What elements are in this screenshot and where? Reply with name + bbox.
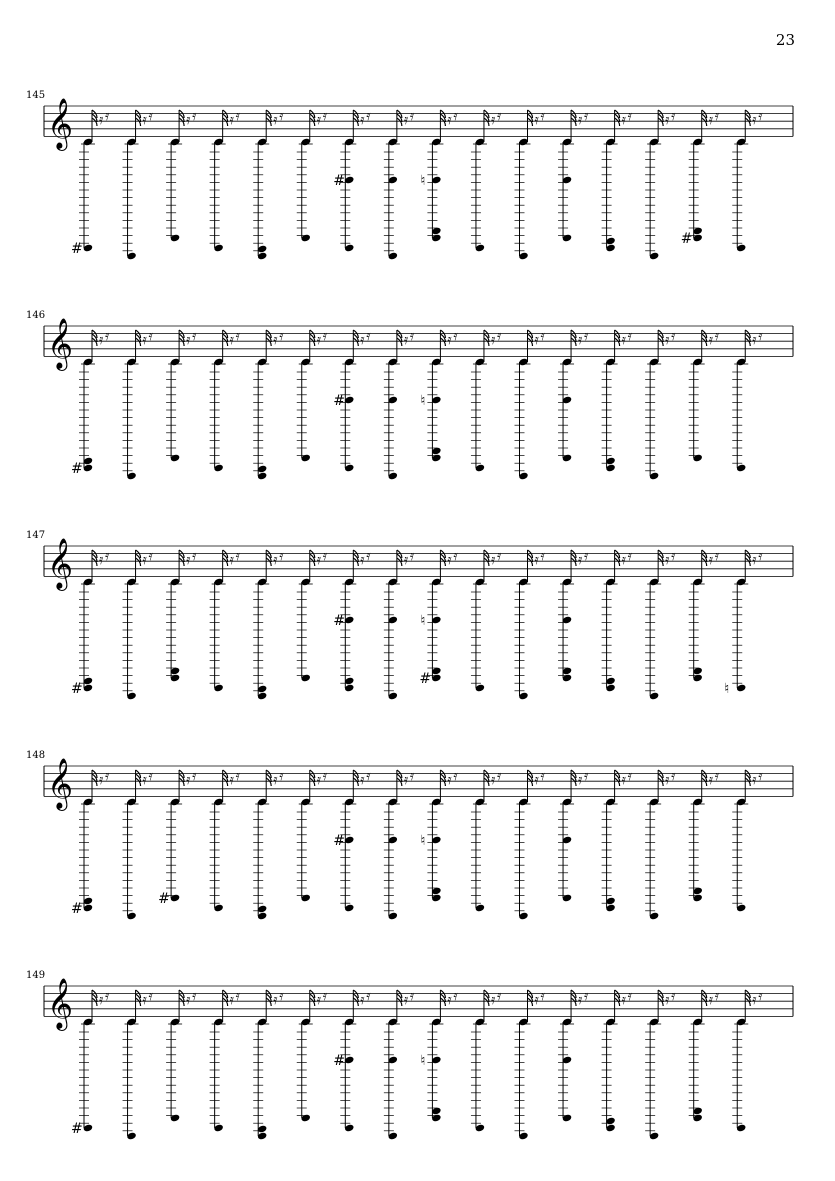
- chord-event: [558, 108, 589, 242]
- rest-icon: 𝄿: [534, 552, 539, 568]
- rest-icon: 𝄿: [409, 988, 415, 1004]
- rest-icon: 𝄿: [708, 552, 713, 568]
- rest-icon: 𝄿: [540, 548, 545, 564]
- rest-icon: 𝄿: [453, 988, 458, 1004]
- rest-icon: 𝄿: [279, 548, 284, 564]
- rest-icon: 𝄿: [671, 328, 676, 344]
- staff-system: [26, 530, 793, 700]
- chord-event: [471, 548, 502, 692]
- rest-icon: 𝄿: [708, 772, 713, 788]
- chord-event: [732, 108, 763, 252]
- rest-icon: 𝄿: [708, 332, 713, 348]
- chord-event: [297, 768, 328, 902]
- rest-icon: 𝄿: [279, 768, 284, 784]
- treble-clef-icon: 𝄞: [47, 318, 74, 369]
- treble-clef-icon: 𝄞: [47, 758, 74, 809]
- rest-icon: 𝄿: [490, 332, 496, 348]
- rest-icon: 𝄿: [714, 768, 719, 784]
- rest-icon: 𝄿: [758, 548, 763, 564]
- rest-icon: 𝄿: [453, 548, 458, 564]
- chord-event: [297, 988, 328, 1122]
- rest-icon: 𝄿: [671, 988, 676, 1004]
- accidental-icon: #: [71, 681, 83, 697]
- chord-event: [71, 548, 110, 697]
- chord-event: [210, 108, 241, 252]
- rest-icon: 𝄿: [316, 112, 322, 128]
- accidental-icon: ♮: [420, 173, 426, 189]
- rest-icon: 𝄿: [403, 992, 409, 1008]
- chord-event: [732, 768, 763, 912]
- rest-icon: 𝄿: [584, 768, 589, 784]
- accidental-icon: #: [419, 671, 432, 687]
- rest-icon: 𝄿: [360, 332, 365, 348]
- rest-icon: 𝄿: [235, 988, 240, 1004]
- measure-number: 147: [26, 530, 46, 541]
- chord-event: [420, 108, 458, 242]
- treble-clef-icon: 𝄞: [47, 978, 74, 1029]
- chord-event: [689, 328, 720, 462]
- rest-icon: 𝄿: [409, 548, 415, 564]
- rest-icon: 𝄿: [496, 328, 502, 344]
- chord-event: [210, 328, 241, 472]
- rest-icon: 𝄿: [105, 108, 110, 124]
- chord-event: [333, 108, 371, 252]
- rest-icon: 𝄿: [708, 112, 713, 128]
- rest-icon: 𝄿: [229, 772, 234, 788]
- rest-icon: 𝄿: [534, 992, 539, 1008]
- rest-icon: 𝄿: [279, 988, 284, 1004]
- chord-event: [732, 988, 763, 1132]
- rest-icon: 𝄿: [534, 112, 539, 128]
- chord-event: [333, 548, 371, 692]
- rest-icon: 𝄿: [229, 332, 234, 348]
- rest-icon: 𝄿: [186, 992, 191, 1008]
- chord-event: [602, 328, 633, 472]
- chord-event: [471, 988, 502, 1132]
- measure-number: 149: [26, 970, 46, 981]
- rest-icon: 𝄿: [627, 988, 632, 1004]
- rest-icon: 𝄿: [273, 112, 278, 128]
- accidental-icon: ♮: [724, 681, 730, 697]
- chord-event: [558, 768, 589, 902]
- chord-event: [515, 108, 546, 260]
- rest-icon: 𝄿: [708, 992, 713, 1008]
- accidental-icon: #: [680, 231, 693, 247]
- rest-icon: 𝄿: [671, 768, 676, 784]
- rest-icon: 𝄿: [621, 552, 626, 568]
- rest-icon: 𝄿: [186, 332, 191, 348]
- rest-icon: 𝄿: [627, 768, 632, 784]
- rest-icon: 𝄿: [142, 992, 147, 1008]
- chord-event: [384, 768, 415, 920]
- rest-icon: 𝄿: [714, 108, 719, 124]
- rest-icon: 𝄿: [403, 552, 409, 568]
- staff-system: [26, 310, 793, 480]
- accidental-icon: ♮: [420, 613, 426, 629]
- rest-icon: 𝄿: [148, 548, 153, 564]
- chord-event: [384, 548, 415, 700]
- rest-icon: 𝄿: [105, 768, 110, 784]
- accidental-icon: #: [71, 901, 83, 917]
- rest-icon: 𝄿: [578, 992, 583, 1008]
- chord-event: [558, 328, 589, 462]
- rest-icon: 𝄿: [235, 328, 240, 344]
- accidental-icon: #: [71, 241, 83, 257]
- rest-icon: 𝄿: [584, 988, 589, 1004]
- rest-icon: 𝄿: [621, 112, 626, 128]
- accidental-icon: #: [158, 891, 170, 907]
- chord-event: [253, 548, 284, 700]
- rest-icon: 𝄿: [621, 992, 626, 1008]
- chord-event: [253, 328, 284, 480]
- chord-event: [689, 768, 720, 902]
- rest-icon: 𝄿: [578, 552, 583, 568]
- accidental-icon: ♮: [420, 393, 426, 409]
- rest-icon: 𝄿: [322, 768, 328, 784]
- rest-icon: 𝄿: [403, 332, 409, 348]
- rest-icon: 𝄿: [316, 552, 322, 568]
- rest-icon: 𝄿: [186, 772, 191, 788]
- rest-icon: 𝄿: [279, 328, 284, 344]
- rest-icon: 𝄿: [403, 112, 409, 128]
- rest-icon: 𝄿: [322, 548, 328, 564]
- rest-icon: 𝄿: [496, 768, 502, 784]
- rest-icon: 𝄿: [273, 552, 278, 568]
- rest-icon: 𝄿: [752, 772, 757, 788]
- accidental-icon: #: [333, 833, 346, 849]
- chord-event: [420, 988, 458, 1122]
- chord-event: [471, 768, 502, 912]
- chord-event: [253, 108, 284, 260]
- rest-icon: 𝄿: [142, 112, 147, 128]
- chord-event: [471, 328, 502, 472]
- rest-icon: 𝄿: [229, 112, 234, 128]
- rest-icon: 𝄿: [490, 112, 496, 128]
- accidental-icon: ♮: [420, 1053, 426, 1069]
- rest-icon: 𝄿: [322, 988, 328, 1004]
- rest-icon: 𝄿: [105, 548, 110, 564]
- rest-icon: 𝄿: [148, 108, 153, 124]
- rest-icon: 𝄿: [366, 768, 371, 784]
- rest-icon: 𝄿: [714, 548, 719, 564]
- rest-icon: 𝄿: [360, 112, 365, 128]
- rest-icon: 𝄿: [540, 328, 545, 344]
- rest-icon: 𝄿: [235, 768, 240, 784]
- rest-icon: 𝄿: [229, 992, 234, 1008]
- rest-icon: 𝄿: [403, 772, 409, 788]
- rest-icon: 𝄿: [665, 112, 670, 128]
- staff-system: [26, 970, 793, 1140]
- chord-event: [71, 328, 110, 477]
- rest-icon: 𝄿: [366, 988, 371, 1004]
- rest-icon: 𝄿: [192, 988, 197, 1004]
- chord-event: [123, 328, 154, 480]
- chord-event: [123, 988, 154, 1140]
- rest-icon: 𝄿: [366, 328, 371, 344]
- rest-icon: 𝄿: [665, 552, 670, 568]
- chord-event: [558, 548, 589, 682]
- rest-icon: 𝄿: [540, 988, 545, 1004]
- rest-icon: 𝄿: [186, 112, 191, 128]
- rest-icon: 𝄿: [360, 772, 365, 788]
- rest-icon: 𝄿: [235, 548, 240, 564]
- chord-event: [71, 108, 110, 257]
- rest-icon: 𝄿: [447, 552, 452, 568]
- chord-event: [420, 328, 458, 462]
- rest-icon: 𝄿: [540, 768, 545, 784]
- chord-event: [471, 108, 502, 252]
- rest-icon: 𝄿: [665, 772, 670, 788]
- rest-icon: 𝄿: [496, 108, 502, 124]
- rest-icon: 𝄿: [540, 108, 545, 124]
- rest-icon: 𝄿: [186, 552, 191, 568]
- chord-event: [210, 768, 241, 912]
- chord-event: [515, 988, 546, 1140]
- rest-icon: 𝄿: [578, 112, 583, 128]
- rest-icon: 𝄿: [665, 992, 670, 1008]
- rest-icon: 𝄿: [447, 332, 452, 348]
- rest-icon: 𝄿: [99, 112, 104, 128]
- chord-event: [210, 988, 241, 1132]
- chord-event: [166, 328, 197, 462]
- chord-event: [724, 548, 763, 697]
- rest-icon: 𝄿: [192, 328, 197, 344]
- chord-event: [297, 328, 328, 462]
- chord-event: [123, 108, 154, 260]
- rest-icon: 𝄿: [671, 108, 676, 124]
- rest-icon: 𝄿: [584, 328, 589, 344]
- treble-clef-icon: 𝄞: [47, 538, 74, 589]
- rest-icon: 𝄿: [627, 548, 632, 564]
- rest-icon: 𝄿: [584, 548, 589, 564]
- rest-icon: 𝄿: [192, 108, 197, 124]
- chord-event: [71, 768, 110, 917]
- chord-event: [123, 768, 154, 920]
- rest-icon: 𝄿: [279, 108, 284, 124]
- chord-event: [384, 108, 415, 260]
- chord-event: [297, 548, 328, 682]
- treble-clef-icon: 𝄞: [47, 98, 74, 149]
- accidental-icon: #: [71, 461, 83, 477]
- rest-icon: 𝄿: [142, 332, 147, 348]
- rest-icon: 𝄿: [148, 768, 153, 784]
- rest-icon: 𝄿: [322, 328, 328, 344]
- accidental-icon: #: [71, 1121, 83, 1137]
- chord-event: [689, 548, 720, 682]
- chord-event: [602, 768, 633, 912]
- rest-icon: 𝄿: [273, 332, 278, 348]
- rest-icon: 𝄿: [758, 328, 763, 344]
- chord-event: [333, 768, 371, 912]
- rest-icon: 𝄿: [316, 772, 322, 788]
- rest-icon: 𝄿: [316, 992, 322, 1008]
- chord-event: [166, 108, 197, 242]
- chord-event: [732, 328, 763, 472]
- chord-event: [384, 328, 415, 480]
- rest-icon: 𝄿: [578, 332, 583, 348]
- rest-icon: 𝄿: [409, 768, 415, 784]
- rest-icon: 𝄿: [447, 992, 452, 1008]
- rest-icon: 𝄿: [142, 772, 147, 788]
- rest-icon: 𝄿: [621, 772, 626, 788]
- accidental-icon: ♮: [420, 833, 426, 849]
- staff-system: [26, 90, 793, 260]
- rest-icon: 𝄿: [322, 108, 328, 124]
- rest-icon: 𝄿: [627, 108, 632, 124]
- rest-icon: 𝄿: [366, 108, 371, 124]
- measure-number: 148: [26, 750, 46, 761]
- rest-icon: 𝄿: [758, 768, 763, 784]
- rest-icon: 𝄿: [409, 328, 415, 344]
- rest-icon: 𝄿: [273, 992, 278, 1008]
- rest-icon: 𝄿: [105, 328, 110, 344]
- rest-icon: 𝄿: [490, 992, 496, 1008]
- rest-icon: 𝄿: [490, 552, 496, 568]
- chord-event: [645, 328, 676, 480]
- rest-icon: 𝄿: [627, 328, 632, 344]
- rest-icon: 𝄿: [142, 552, 147, 568]
- chord-event: [123, 548, 154, 700]
- rest-icon: 𝄿: [534, 772, 539, 788]
- accidental-icon: #: [333, 1053, 346, 1069]
- rest-icon: 𝄿: [366, 548, 371, 564]
- chord-event: [210, 548, 241, 692]
- rest-icon: 𝄿: [752, 992, 757, 1008]
- rest-icon: 𝄿: [752, 112, 757, 128]
- rest-icon: 𝄿: [758, 108, 763, 124]
- rest-icon: 𝄿: [671, 548, 676, 564]
- chord-event: [602, 988, 633, 1132]
- rest-icon: 𝄿: [447, 772, 452, 788]
- rest-icon: 𝄿: [453, 108, 458, 124]
- chord-event: [333, 988, 371, 1132]
- rest-icon: 𝄿: [235, 108, 240, 124]
- rest-icon: 𝄿: [447, 112, 452, 128]
- rest-icon: 𝄿: [360, 552, 365, 568]
- chord-event: [253, 988, 284, 1140]
- chord-event: [333, 328, 371, 472]
- rest-icon: 𝄿: [99, 332, 104, 348]
- rest-icon: 𝄿: [99, 552, 104, 568]
- rest-icon: 𝄿: [534, 332, 539, 348]
- rest-icon: 𝄿: [453, 768, 458, 784]
- chord-event: [166, 988, 197, 1122]
- rest-icon: 𝄿: [752, 332, 757, 348]
- rest-icon: 𝄿: [752, 552, 757, 568]
- chord-event: [689, 988, 720, 1122]
- rest-icon: 𝄿: [496, 988, 502, 1004]
- rest-icon: 𝄿: [578, 772, 583, 788]
- rest-icon: 𝄿: [453, 328, 458, 344]
- chord-event: [558, 988, 589, 1122]
- rest-icon: 𝄿: [758, 988, 763, 1004]
- rest-icon: 𝄿: [496, 548, 502, 564]
- rest-icon: 𝄿: [148, 988, 153, 1004]
- rest-icon: 𝄿: [490, 772, 496, 788]
- chord-event: [515, 548, 546, 700]
- chord-event: [384, 988, 415, 1140]
- page-number: 23: [775, 31, 795, 49]
- measure-number: 145: [26, 90, 46, 101]
- chord-event: [602, 108, 633, 252]
- chord-event: [166, 548, 197, 682]
- rest-icon: 𝄿: [360, 992, 365, 1008]
- rest-icon: 𝄿: [273, 772, 278, 788]
- accidental-icon: #: [333, 173, 346, 189]
- rest-icon: 𝄿: [229, 552, 234, 568]
- chord-event: [645, 768, 676, 920]
- rest-icon: 𝄿: [192, 548, 197, 564]
- rest-icon: 𝄿: [105, 988, 110, 1004]
- chord-event: [645, 108, 676, 260]
- accidental-icon: #: [333, 393, 346, 409]
- rest-icon: 𝄿: [621, 332, 626, 348]
- rest-icon: 𝄿: [316, 332, 322, 348]
- chord-event: [420, 768, 458, 902]
- rest-icon: 𝄿: [584, 108, 589, 124]
- rest-icon: 𝄿: [99, 772, 104, 788]
- rest-icon: 𝄿: [665, 332, 670, 348]
- rest-icon: 𝄿: [192, 768, 197, 784]
- chord-event: [515, 328, 546, 480]
- chord-event: [253, 768, 284, 920]
- chord-event: [645, 548, 676, 700]
- chord-event: [602, 548, 633, 692]
- rest-icon: 𝄿: [99, 992, 104, 1008]
- chord-event: [71, 988, 110, 1137]
- chord-event: [645, 988, 676, 1140]
- chord-event: [515, 768, 546, 920]
- chord-event: [297, 108, 328, 242]
- accidental-icon: #: [333, 613, 346, 629]
- rest-icon: 𝄿: [714, 328, 719, 344]
- measure-number: 146: [26, 310, 46, 321]
- rest-icon: 𝄿: [409, 108, 415, 124]
- rest-icon: 𝄿: [148, 328, 153, 344]
- staff-system: [26, 750, 793, 920]
- rest-icon: 𝄿: [714, 988, 719, 1004]
